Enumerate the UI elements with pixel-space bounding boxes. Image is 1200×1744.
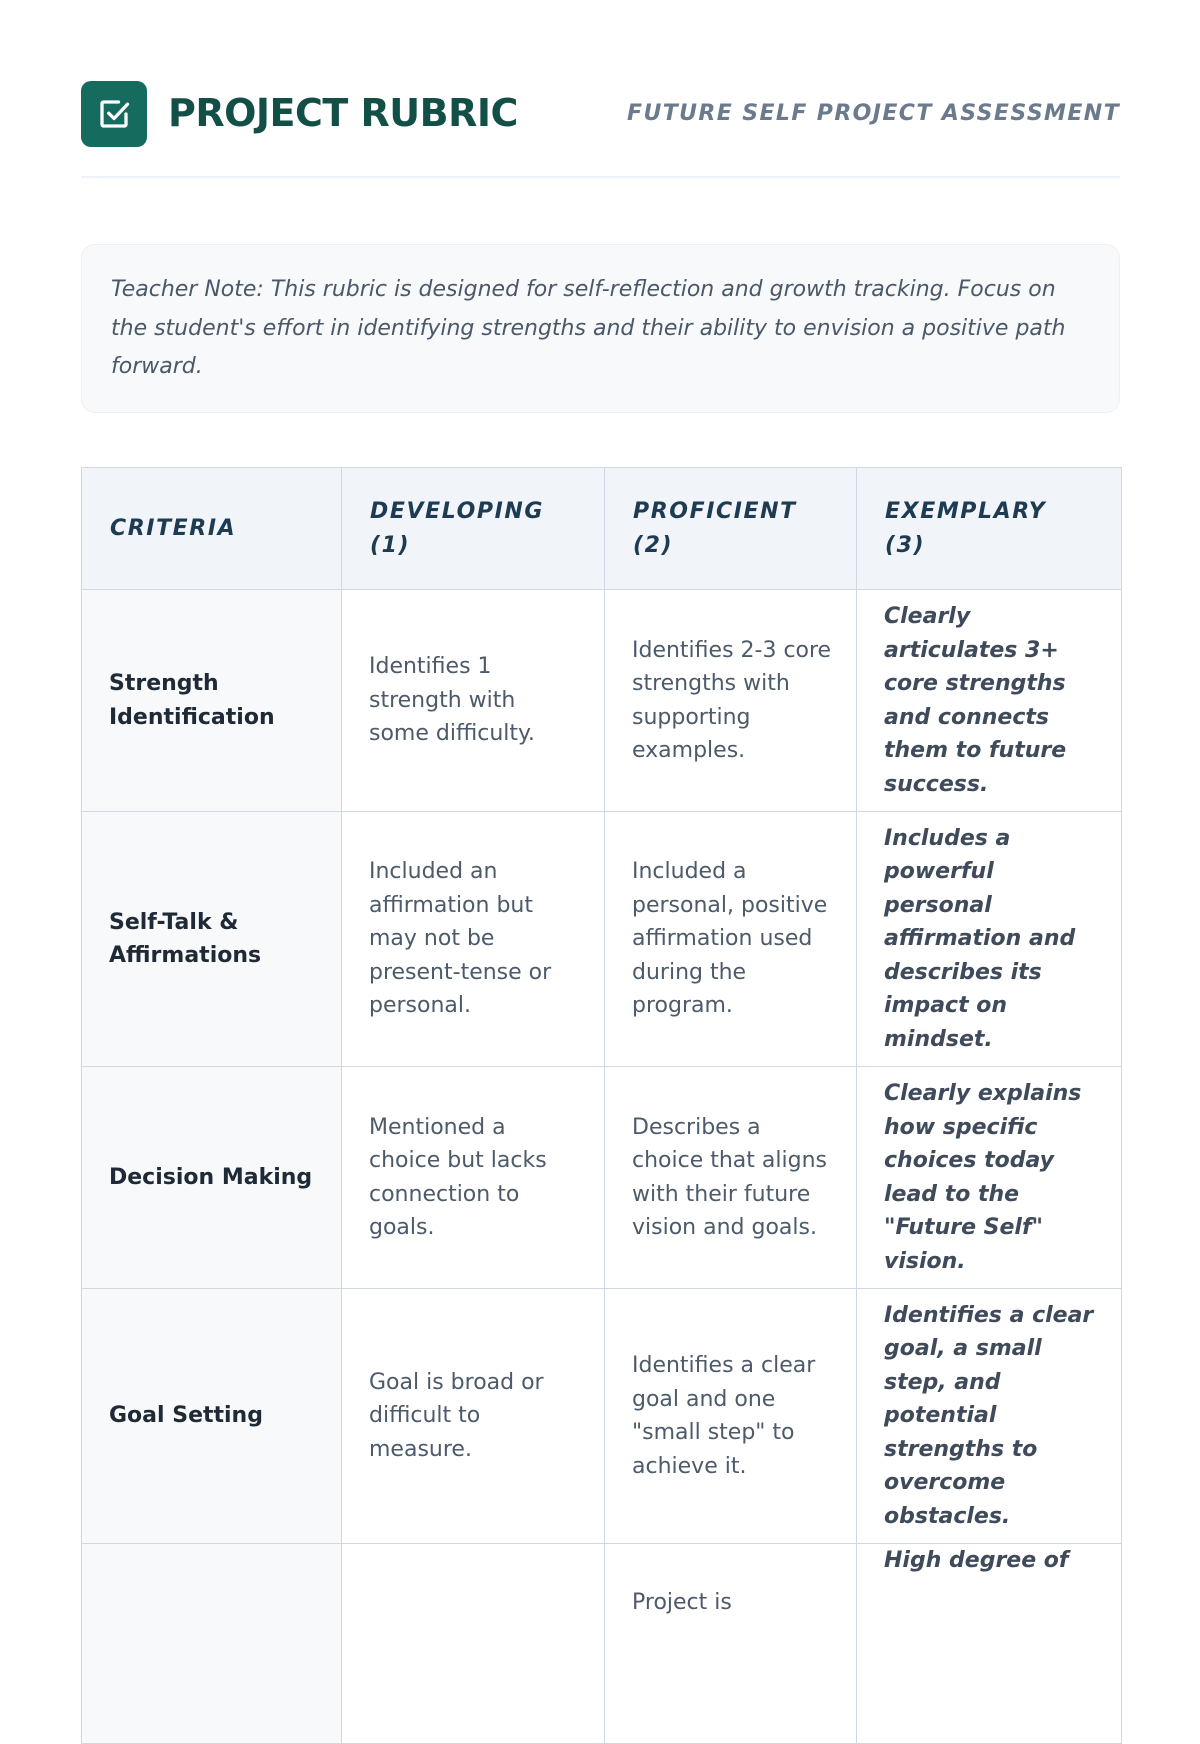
rubric-table bbox=[81, 467, 1122, 1744]
header-developing: DEVELOPING (1) bbox=[342, 468, 605, 590]
table-header-row bbox=[82, 468, 1122, 590]
exemplary-cell: Includes a powerful personal affirmation and describes its impact on mindset. bbox=[857, 812, 1122, 1067]
table-row bbox=[82, 1544, 1122, 1744]
rubric-page bbox=[81, 0, 1120, 1615]
checkbox-icon bbox=[96, 96, 132, 132]
exemplary-cell: High degree of bbox=[857, 1544, 1122, 1744]
table-row bbox=[82, 590, 1122, 812]
table-row bbox=[82, 812, 1122, 1067]
header-proficient: PROFICIENT (2) bbox=[605, 468, 857, 590]
table-row bbox=[82, 1067, 1122, 1289]
exemplary-cell: Clearly articulates 3+ core strengths and connects them to future success. bbox=[857, 590, 1122, 812]
teacher-note: Teacher Note: This rubric is designed for self-reflection and growth tracking. Focus on the student's effort in identifying strengths and their ability to envision a positive path forward. bbox=[81, 244, 1120, 413]
table-row bbox=[82, 1289, 1122, 1544]
criteria-cell: Self-Talk & Affirmations bbox=[82, 812, 342, 1067]
developing-cell: Goal is broad or difficult to measure. bbox=[342, 1289, 605, 1544]
page-header bbox=[81, 0, 1120, 178]
page-title: PROJECT RUBRIC bbox=[168, 91, 518, 135]
exemplary-cell: Clearly explains how specific choices today lead to the "Future Self" vision. bbox=[857, 1067, 1122, 1289]
criteria-cell: Decision Making bbox=[82, 1067, 342, 1289]
developing-cell: Included an affirmation but may not be present-tense or personal. bbox=[342, 812, 605, 1067]
proficient-cell: Identifies a clear goal and one "small step" to achieve it. bbox=[605, 1289, 857, 1544]
proficient-cell: Included a personal, positive affirmation used during the program. bbox=[605, 812, 857, 1067]
logo-badge bbox=[81, 81, 147, 147]
developing-cell: Mentioned a choice but lacks connection to goals. bbox=[342, 1067, 605, 1289]
header-criteria: CRITERIA bbox=[82, 468, 342, 590]
exemplary-cell: Identifies a clear goal, a small step, and potential strengths to overcome obstacles. bbox=[857, 1289, 1122, 1544]
proficient-cell: Describes a choice that aligns with their future vision and goals. bbox=[605, 1067, 857, 1289]
criteria-cell: Strength Identification bbox=[82, 590, 342, 812]
proficient-cell: Identifies 2-3 core strengths with supporting examples. bbox=[605, 590, 857, 812]
header-exemplary: EXEMPLARY (3) bbox=[857, 468, 1122, 590]
proficient-cell: Project is bbox=[605, 1544, 857, 1744]
developing-cell bbox=[342, 1544, 605, 1744]
developing-cell: Identifies 1 strength with some difficulty. bbox=[342, 590, 605, 812]
page-subtitle: FUTURE SELF PROJECT ASSESSMENT bbox=[627, 101, 1120, 126]
criteria-cell bbox=[82, 1544, 342, 1744]
criteria-cell: Goal Setting bbox=[82, 1289, 342, 1544]
